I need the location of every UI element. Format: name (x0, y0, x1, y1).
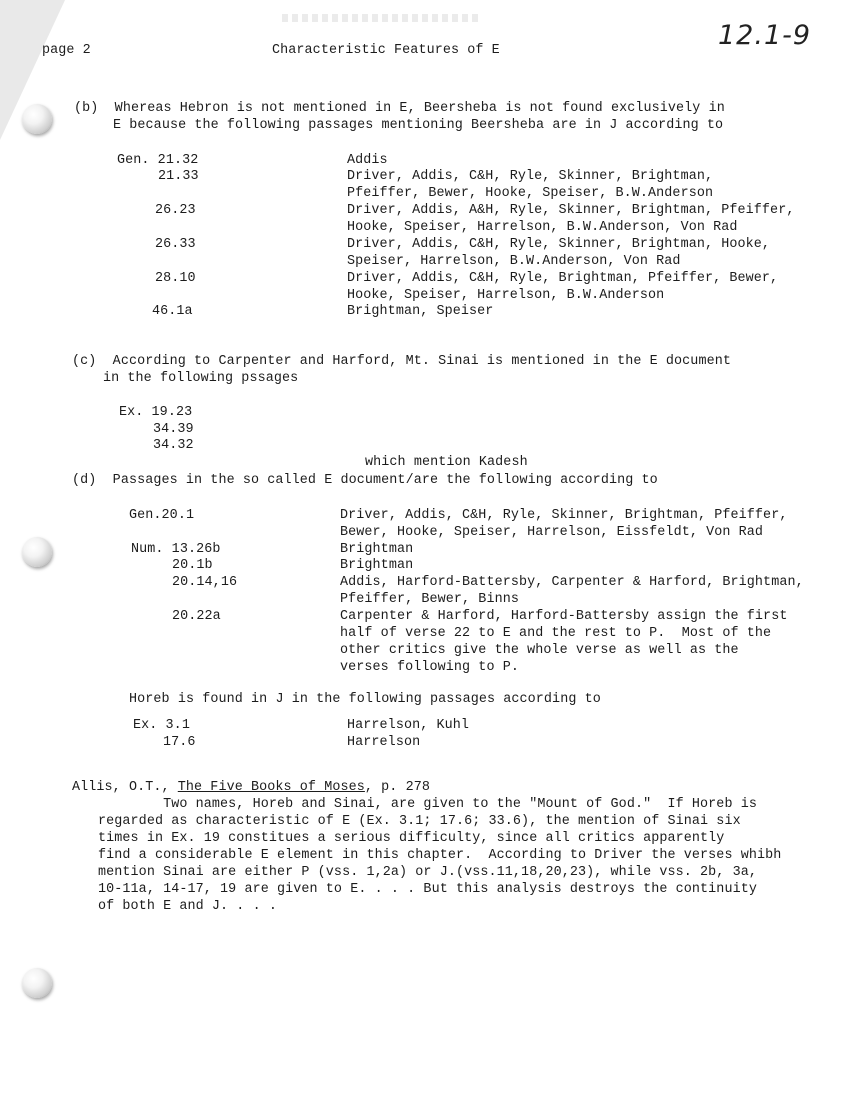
quote-line-3: find a considerable E element in this chapter. According to Driver the verses whibh (98, 848, 782, 863)
critics-d-1-0: Brightman (340, 542, 414, 557)
critics-b-4-1: Hooke, Speiser, Harrelson, B.W.Anderson (347, 288, 665, 303)
critics-d-4-0: Carpenter & Harford, Harford-Battersby assign the first (340, 609, 788, 624)
ref-c-2: 34.32 (153, 438, 194, 453)
ref-b-1: 21.33 (158, 169, 199, 184)
section-d-intro-line1: (d) Passages in the so called E document/are the following according to (72, 473, 658, 488)
section-b-intro-line1: (b) Whereas Hebron is not mentioned in E, Beersheba is not found exclusively in (74, 101, 725, 116)
horeb-critics-0: Harrelson, Kuhl (347, 718, 470, 733)
section-d-insertion: which mention Kadesh (365, 455, 528, 470)
ref-d-4: 20.22a (172, 609, 221, 624)
citation (72, 779, 430, 796)
citation-page: , p. 278 (364, 780, 430, 795)
ref-b-4: 28.10 (155, 271, 196, 286)
punch-hole-middle (22, 537, 52, 567)
horeb-intro: Horeb is found in J in the following passages according to (129, 692, 601, 707)
handwritten-reference: 12.1-9 (718, 20, 812, 51)
critics-d-4-1: half of verse 22 to E and the rest to P. Most of the (340, 626, 772, 641)
quote-line-0: Two names, Horeb and Sinai, are given to the "Mount of God." If Horeb is (98, 797, 757, 812)
horeb-critics-1: Harrelson (347, 735, 421, 750)
faint-bleed-through (282, 14, 482, 22)
page-title: Characteristic Features of E (272, 43, 500, 58)
ref-d-1: Num. 13.26b (131, 542, 221, 557)
quote-line-6: of both E and J. . . . (98, 899, 277, 914)
horeb-ref-0: Ex. 3.1 (133, 718, 190, 733)
ref-b-2: 26.23 (155, 203, 196, 218)
critics-d-4-2: other critics give the whole verse as well as the (340, 643, 739, 658)
section-c-intro-line2: in the following pssages (103, 371, 299, 386)
critics-d-0-0: Driver, Addis, C&H, Ryle, Skinner, Brightman, Pfeiffer, (340, 508, 788, 523)
section-c-intro-line1: (c) According to Carpenter and Harford, Mt. Sinai is mentioned in the E document (72, 354, 731, 369)
quote-line-2: times in Ex. 19 constitues a serious difficulty, since all critics apparently (98, 831, 725, 846)
ref-b-0: Gen. 21.32 (117, 153, 199, 168)
ref-b-5: 46.1a (152, 304, 193, 319)
page-label: page 2 (42, 43, 91, 58)
quote-line-4: mention Sinai are either P (vss. 1,2a) or J.(vss.11,18,20,23), while vss. 2b, 3a, (98, 865, 757, 880)
critics-b-1-1: Pfeiffer, Bewer, Hooke, Speiser, B.W.Anderson (347, 186, 714, 201)
punch-hole-top (22, 104, 52, 134)
critics-d-0-1: Bewer, Hooke, Speiser, Harrelson, Eissfeldt, Von Rad (340, 525, 764, 540)
ref-b-3: 26.33 (155, 237, 196, 252)
quote-line-5: 10-11a, 14-17, 19 are given to E. . . . But this analysis destroys the continuity (98, 882, 757, 897)
horeb-ref-1: 17.6 (163, 735, 196, 750)
critics-b-2-0: Driver, Addis, A&H, Ryle, Skinner, Brightman, Pfeiffer, (347, 203, 795, 218)
ref-d-2: 20.1b (172, 558, 213, 573)
critics-b-2-1: Hooke, Speiser, Harrelson, B.W.Anderson, Von Rad (347, 220, 738, 235)
ref-d-3: 20.14,16 (172, 575, 238, 590)
critics-b-4-0: Driver, Addis, C&H, Ryle, Brightman, Pfeiffer, Bewer, (347, 271, 779, 286)
critics-d-3-0: Addis, Harford-Battersby, Carpenter & Harford, Brightman, (340, 575, 804, 590)
citation-title: The Five Books of Moses (177, 780, 365, 795)
critics-d-3-1: Pfeiffer, Bewer, Binns (340, 592, 519, 607)
quote-line-1: regarded as characteristic of E (Ex. 3.1; 17.6; 33.6), the mention of Sinai six (98, 814, 741, 829)
critics-b-1-0: Driver, Addis, C&H, Ryle, Skinner, Brightman, (347, 169, 714, 184)
critics-b-3-1: Speiser, Harrelson, B.W.Anderson, Von Rad (347, 254, 681, 269)
critics-d-4-3: verses following to P. (340, 660, 519, 675)
ref-c-1: 34.39 (153, 422, 194, 437)
punch-hole-bottom (22, 968, 52, 998)
ref-d-0: Gen.20.1 (129, 508, 195, 523)
ref-c-0: Ex. 19.23 (119, 405, 193, 420)
critics-b-0-0: Addis (347, 153, 388, 168)
critics-b-5-0: Brightman, Speiser (347, 304, 494, 319)
critics-b-3-0: Driver, Addis, C&H, Ryle, Skinner, Brightman, Hooke, (347, 237, 771, 252)
section-b-intro-line2: E because the following passages mentioning Beersheba are in J according to (113, 118, 724, 133)
citation-author: Allis, O.T., (72, 780, 178, 795)
critics-d-2-0: Brightman (340, 558, 414, 573)
